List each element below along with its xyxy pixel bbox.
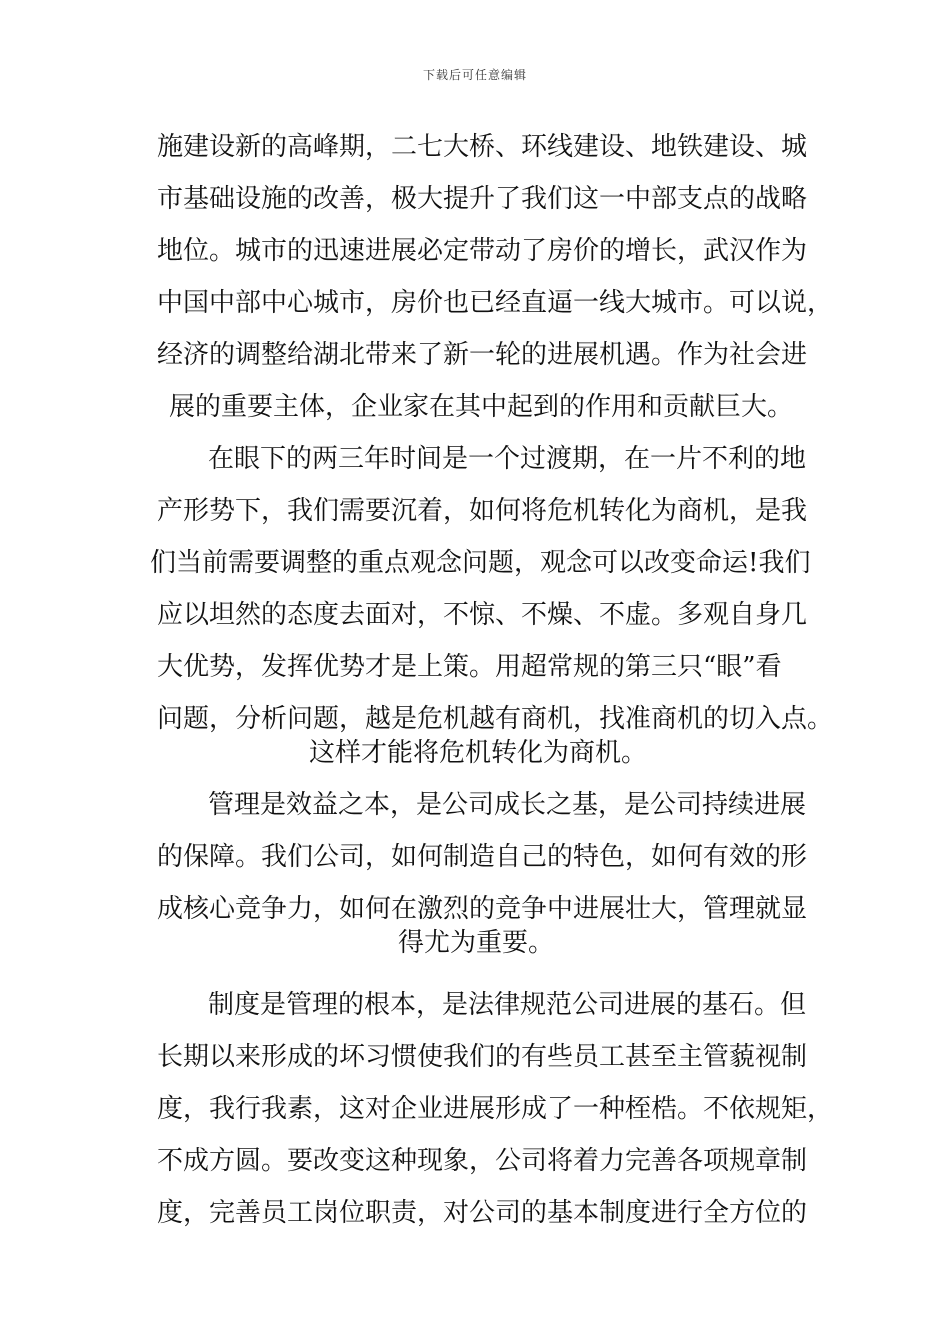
text-line: 这样才能将危机转化为商机。: [309, 738, 648, 768]
text-line: 的保障。我们公司，如何制造自己的特色，如何有效的形: [157, 842, 808, 872]
text-line: 地位。城市的迅速进展必定带动了房价的增长，武汉作为: [157, 236, 808, 266]
text-line: 们当前需要调整的重点观念问题，观念可以改变命运!我们: [150, 548, 811, 578]
text-line: 大优势，发挥优势才是上策。用超常规的第三只“眼”看: [157, 652, 782, 682]
text-line: 管理是效益之本，是公司成长之基，是公司持续进展: [208, 790, 807, 820]
text-line: 中国中部中心城市，房价也已经直逼一线大城市。可以说，: [157, 288, 834, 318]
text-line: 问题，分析问题，越是危机越有商机，找准商机的切入点。: [157, 704, 834, 734]
text-line: 展的重要主体，企业家在其中起到的作用和贡献巨大。: [169, 392, 794, 422]
text-line: 得尤为重要。: [398, 928, 555, 958]
text-line: 不成方圆。要改变这种现象，公司将着力完善各项规章制: [157, 1146, 808, 1176]
page-header-note: 下载后可任意编辑: [422, 68, 527, 82]
text-line: 度，我行我素，这对企业进展形成了一种桎梏。不依规矩，: [157, 1094, 834, 1124]
text-line: 经济的调整给湖北带来了新一轮的进展机遇。作为社会进: [157, 340, 808, 370]
text-line: 度，完善员工岗位职责，对公司的基本制度进行全方位的: [157, 1198, 808, 1228]
text-line: 成核心竞争力，如何在激烈的竞争中进展壮大，管理就显: [157, 894, 808, 924]
text-line: 制度是管理的根本，是法律规范公司进展的基石。但: [208, 990, 807, 1020]
text-line: 应以坦然的态度去面对，不惊、不燥、不虚。多观自身几: [157, 600, 808, 630]
text-line: 施建设新的高峰期，二七大桥、环线建设、地铁建设、城: [157, 132, 808, 162]
text-line: 市基础设施的改善，极大提升了我们这一中部支点的战略: [157, 184, 808, 214]
text-line: 在眼下的两三年时间是一个过渡期，在一片不利的地: [208, 444, 807, 474]
text-line: 产形势下，我们需要沉着，如何将危机转化为商机，是我: [157, 496, 808, 526]
text-line: 长期以来形成的坏习惯使我们的有些员工甚至主管藐视制: [157, 1042, 808, 1072]
